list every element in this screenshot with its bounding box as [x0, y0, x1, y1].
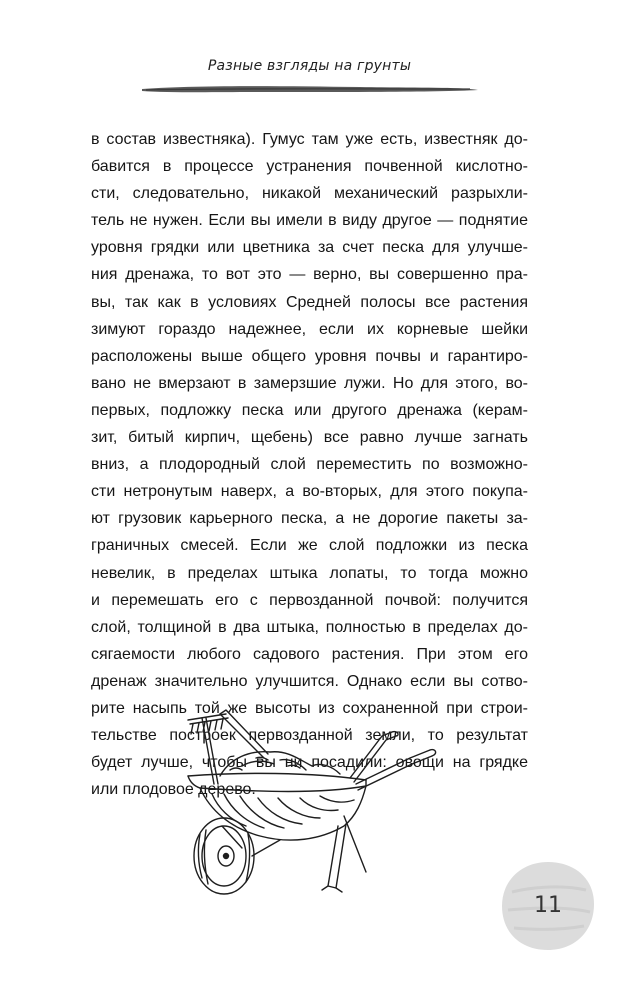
running-header: [0, 0, 619, 110]
body-line: слой, толщиной в два штыка, полностью в пределах до-: [91, 618, 528, 636]
body-line: граничных смесей. Если же слой подложки из песка: [91, 537, 528, 555]
body-line: бавится в процессе устранения почвенной кислотно-: [91, 158, 528, 176]
body-line: вано не вмерзают в замерзшие лужи. Но для этого, во-: [91, 374, 528, 392]
body-line: первых, подложку песка или другого дренажа (керам-: [91, 401, 528, 419]
body-line: сти нетронутым наверх, а во-вторых, для этого покупа-: [91, 483, 528, 501]
body-line: зимуют гораздо надежнее, если их корневые шейки: [91, 320, 528, 338]
body-line: тель не нужен. Если вы имели в виду другое — поднятие: [91, 212, 528, 230]
body-line: и перемешать его с первозданной почвой: получится: [91, 591, 528, 609]
wheelbarrow-icon: [160, 706, 450, 906]
body-line: будет лучше, чтобы вы ни посадили: овощи на грядке: [91, 754, 528, 772]
body-line: дренаж значительно улучшится. Однако если вы сотво-: [91, 672, 528, 690]
body-line: невелик, в пределах штыка лопаты, то тогда можно: [91, 564, 528, 582]
header-rule: [140, 82, 480, 96]
body-text: [91, 126, 528, 803]
body-line: зит, битый кирпич, щебень) все равно лучше загнать: [91, 429, 528, 447]
page-number: 11: [534, 893, 562, 918]
body-line: ют грузовик карьерного песка, а не дорогие пакеты за-: [91, 510, 528, 528]
body-line: ния дренажа, то вот это — верно, вы совершенно пра-: [91, 266, 528, 284]
body-line: вы, так как в условиях Средней полосы все растения: [91, 293, 528, 311]
running-header-title: Разные взгляды на грунты: [207, 58, 412, 74]
body-line: или плодовое дерево.: [91, 781, 256, 799]
body-line: уровня грядки или цветника за счет песка для улучше-: [91, 239, 528, 257]
body-line: расположены выше общего уровня почвы и гарантиро-: [91, 347, 528, 365]
page-number-badge: [498, 858, 598, 954]
body-line: рите насыпь той же высоты из сохраненной при строи-: [91, 699, 528, 717]
body-line: вниз, а плодородный слой переместить по возможно-: [91, 456, 528, 474]
body-line: сягаемости любого садового растения. При этом его: [91, 645, 528, 663]
body-line: сти, следовательно, никакой механический разрыхли-: [91, 185, 528, 203]
body-line: в состав известняка). Гумус там уже есть, известняк до-: [91, 131, 528, 148]
body-line: тельстве построек первозданной земли, то результат: [91, 727, 528, 745]
